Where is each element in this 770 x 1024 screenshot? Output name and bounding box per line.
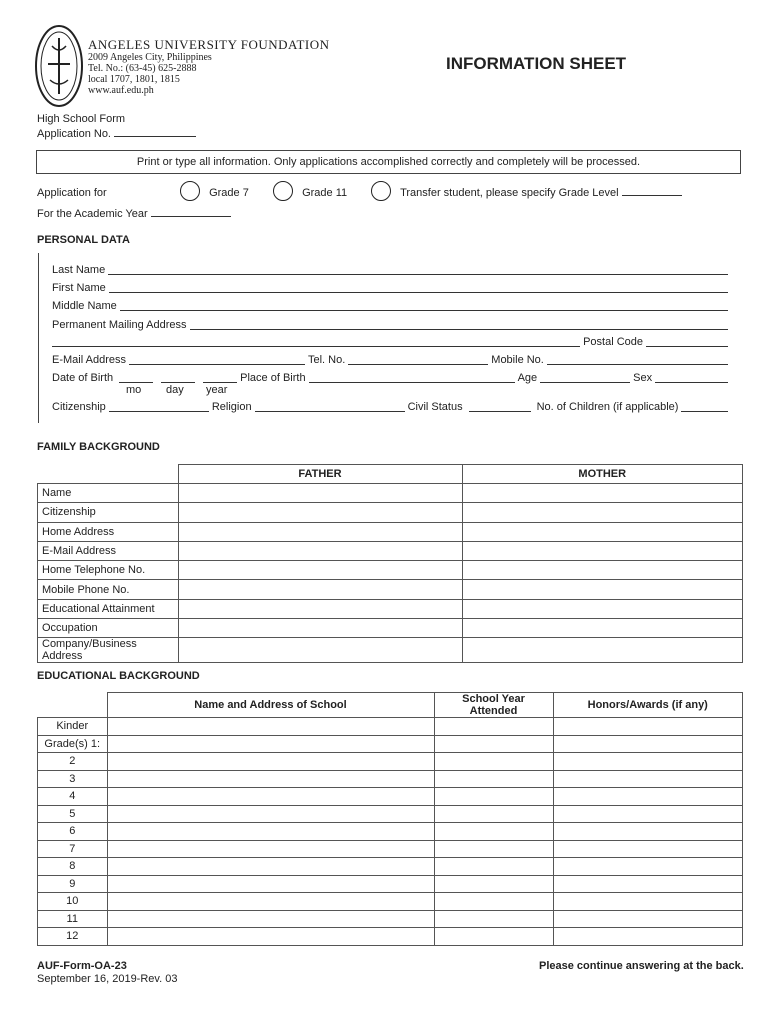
school-cell[interactable] [107,893,434,911]
family-table [37,464,743,663]
family-row [38,541,743,560]
citizenship-field[interactable] [109,401,209,412]
mother-cell[interactable] [462,561,743,580]
education-heading: EDUCATIONAL BACKGROUND [37,670,200,682]
mobile-label: Mobile No. [491,354,544,366]
contact-row [52,354,728,366]
honors-cell[interactable] [553,805,743,823]
application-no-field[interactable] [114,126,196,137]
school-cell[interactable] [107,753,434,771]
children-label: No. of Children (if applicable) [536,401,679,413]
honors-cell[interactable] [553,753,743,771]
honors-cell[interactable] [553,893,743,911]
year-attended-cell[interactable] [434,718,553,736]
honors-cell[interactable] [553,928,743,946]
continue-note: Please continue answering at the back. [539,960,744,972]
father-cell[interactable] [178,522,462,541]
option-transfer[interactable] [371,181,682,204]
grade-level-label: 9 [38,875,108,893]
dob-day-caption: day [166,384,184,396]
academic-year-field[interactable] [151,206,231,217]
org-tel: Tel. No.: (63-45) 625-2888 [88,63,197,74]
dob-label: Date of Birth [52,372,114,384]
school-cell[interactable] [107,910,434,928]
father-cell[interactable] [178,638,462,663]
year-attended-cell[interactable] [434,753,553,771]
grade11-label: Grade 11 [302,187,348,199]
family-row-label: Citizenship [38,503,179,522]
revision-date: September 16, 2019-Rev. 03 [37,973,178,985]
last-name-row [52,264,728,276]
year-attended-cell[interactable] [434,770,553,788]
middle-name-label: Middle Name [52,300,117,312]
honors-cell[interactable] [553,823,743,841]
honors-cell[interactable] [553,840,743,858]
mother-cell[interactable] [462,580,743,599]
age-label: Age [517,372,538,384]
first-name-row [52,282,728,294]
year-attended-cell[interactable] [434,910,553,928]
dob-year-field[interactable] [203,372,237,383]
sex-label: Sex [633,372,653,384]
year-attended-cell[interactable] [434,875,553,893]
page-title: INFORMATION SHEET [446,54,627,73]
year-attended-cell[interactable] [434,805,553,823]
dob-day-field[interactable] [161,372,195,383]
mother-cell[interactable] [462,503,743,522]
family-row [38,599,743,618]
form-name: High School Form [37,113,126,125]
religion-field[interactable] [255,401,405,412]
honors-cell[interactable] [553,718,743,736]
school-cell[interactable] [107,788,434,806]
grade-level-label: 12 [38,928,108,946]
year-attended-cell[interactable] [434,928,553,946]
father-cell[interactable] [178,599,462,618]
education-row [38,893,743,911]
transfer-label: Transfer student, please specify Grade Level [400,187,619,199]
education-table [37,692,743,946]
education-row [38,875,743,893]
last-name-label: Last Name [52,264,106,276]
honors-cell[interactable] [553,875,743,893]
year-attended-cell[interactable] [434,823,553,841]
year-attended-cell[interactable] [434,840,553,858]
father-cell[interactable] [178,541,462,560]
family-row-label: Name [38,484,179,503]
education-row [38,753,743,771]
application-no-row [37,126,196,140]
year-attended-cell[interactable] [434,858,553,876]
father-cell[interactable] [178,580,462,599]
option-grade7[interactable] [180,181,249,204]
school-cell[interactable] [107,840,434,858]
family-row-label: Educational Attainment [38,599,179,618]
education-row [38,823,743,841]
mother-cell[interactable] [462,484,743,503]
form-code: AUF-Form-OA-23 [37,960,127,972]
school-cell[interactable] [107,928,434,946]
grade-level-label: 6 [38,823,108,841]
pob-field[interactable] [309,372,515,383]
org-name: ANGELES UNIVERSITY FOUNDATION [88,37,330,52]
family-row-label: Home Address [38,522,179,541]
education-row [38,910,743,928]
father-header: FATHER [178,465,462,484]
family-row [38,580,743,599]
grade-level-label: Grade(s) 1: [38,735,108,753]
mother-header: MOTHER [462,465,743,484]
grade-level-label: 11 [38,910,108,928]
grade7-radio[interactable] [180,181,200,201]
mailing-address-field[interactable] [190,319,728,330]
university-seal [34,24,84,108]
school-cell[interactable] [107,770,434,788]
family-row [38,503,743,522]
personal-data-heading: PERSONAL DATA [37,234,130,246]
school-cell[interactable] [107,858,434,876]
family-heading: FAMILY BACKGROUND [37,441,160,453]
father-cell[interactable] [178,561,462,580]
academic-year-row [37,206,231,220]
application-no-label: Application No. [37,128,111,140]
family-row-label: E-Mail Address [38,541,179,560]
tel-label: Tel. No. [307,354,346,366]
honors-cell[interactable] [553,910,743,928]
postal-row [52,336,728,348]
family-blank-header [38,465,179,484]
mother-cell[interactable] [462,522,743,541]
religion-label: Religion [211,401,252,413]
civil-status-label: Civil Status [407,401,463,413]
citizenship-label: Citizenship [52,401,106,413]
civil-status-field[interactable] [469,401,531,412]
sex-field[interactable] [655,372,728,383]
education-row [38,770,743,788]
school-cell[interactable] [107,718,434,736]
education-row [38,735,743,753]
children-field[interactable] [681,401,728,412]
birth-row [52,372,728,384]
email-label: E-Mail Address [52,354,126,366]
org-local: local 1707, 1801, 1815 [88,74,180,85]
grade-level-label: Kinder [38,718,108,736]
mailing-address-label: Permanent Mailing Address [52,319,187,331]
org-address: 2009 Angeles City, Philippines [88,52,212,63]
email-field[interactable] [129,354,305,365]
family-row-label: Mobile Phone No. [38,580,179,599]
instruction-box [36,150,741,174]
education-row [38,928,743,946]
postal-code-field[interactable] [646,336,728,347]
school-header: Name and Address of School [107,693,434,718]
org-website: www.auf.edu.ph [88,85,154,96]
year-attended-header: School Year Attended [434,693,553,718]
family-row [38,484,743,503]
first-name-label: First Name [52,282,106,294]
year-attended-cell[interactable] [434,735,553,753]
middle-name-row [52,300,728,312]
education-row [38,805,743,823]
honors-cell[interactable] [553,788,743,806]
grade-level-label: 8 [38,858,108,876]
year-attended-cell[interactable] [434,788,553,806]
dob-year-caption: year [206,384,228,396]
father-cell[interactable] [178,619,462,638]
school-cell[interactable] [107,805,434,823]
education-blank-header [38,693,108,718]
option-grade11[interactable] [273,181,347,204]
honors-cell[interactable] [553,858,743,876]
honors-cell[interactable] [553,735,743,753]
dob-month-field[interactable] [119,372,153,383]
school-cell[interactable] [107,823,434,841]
family-row [38,619,743,638]
father-cell[interactable] [178,484,462,503]
mother-cell[interactable] [462,599,743,618]
grade-level-label: 7 [38,840,108,858]
father-cell[interactable] [178,503,462,522]
family-row [38,638,743,663]
grade-level-label: 2 [38,753,108,771]
transfer-radio[interactable] [371,181,391,201]
pob-label: Place of Birth [240,372,306,384]
mother-cell[interactable] [462,638,743,663]
application-for-label: Application for [37,187,107,199]
age-field[interactable] [540,372,630,383]
mailing-address-field-2[interactable] [52,336,580,347]
grade-level-label: 10 [38,893,108,911]
mobile-field[interactable] [547,354,728,365]
mailing-address-row [52,319,728,331]
academic-year-label: For the Academic Year [37,208,148,220]
grade7-label: Grade 7 [209,187,249,199]
family-row [38,522,743,541]
grade-level-label: 5 [38,805,108,823]
family-row-label: Occupation [38,619,179,638]
tel-field[interactable] [348,354,488,365]
grade-level-label: 3 [38,770,108,788]
grade11-radio[interactable] [273,181,293,201]
grade-level-label: 4 [38,788,108,806]
mother-cell[interactable] [462,541,743,560]
mother-cell[interactable] [462,619,743,638]
honors-cell[interactable] [553,770,743,788]
instruction-text: Print or type all information. Only applications accomplished correctly and completely will be processed. [136,156,641,168]
education-row [38,840,743,858]
first-name-field[interactable] [109,282,728,293]
school-cell[interactable] [107,875,434,893]
education-row [38,718,743,736]
honors-header: Honors/Awards (if any) [553,693,743,718]
education-row [38,858,743,876]
family-row-label: Company/Business Address [38,638,179,663]
citizenship-row [52,401,728,413]
last-name-field[interactable] [108,264,728,275]
school-cell[interactable] [107,735,434,753]
grade-level-field[interactable] [622,185,682,196]
family-row-label: Home Telephone No. [38,561,179,580]
dob-month-caption: mo [126,384,142,396]
middle-name-field[interactable] [120,300,728,311]
postal-code-label: Postal Code [583,336,643,348]
family-row [38,561,743,580]
year-attended-cell[interactable] [434,893,553,911]
education-row [38,788,743,806]
